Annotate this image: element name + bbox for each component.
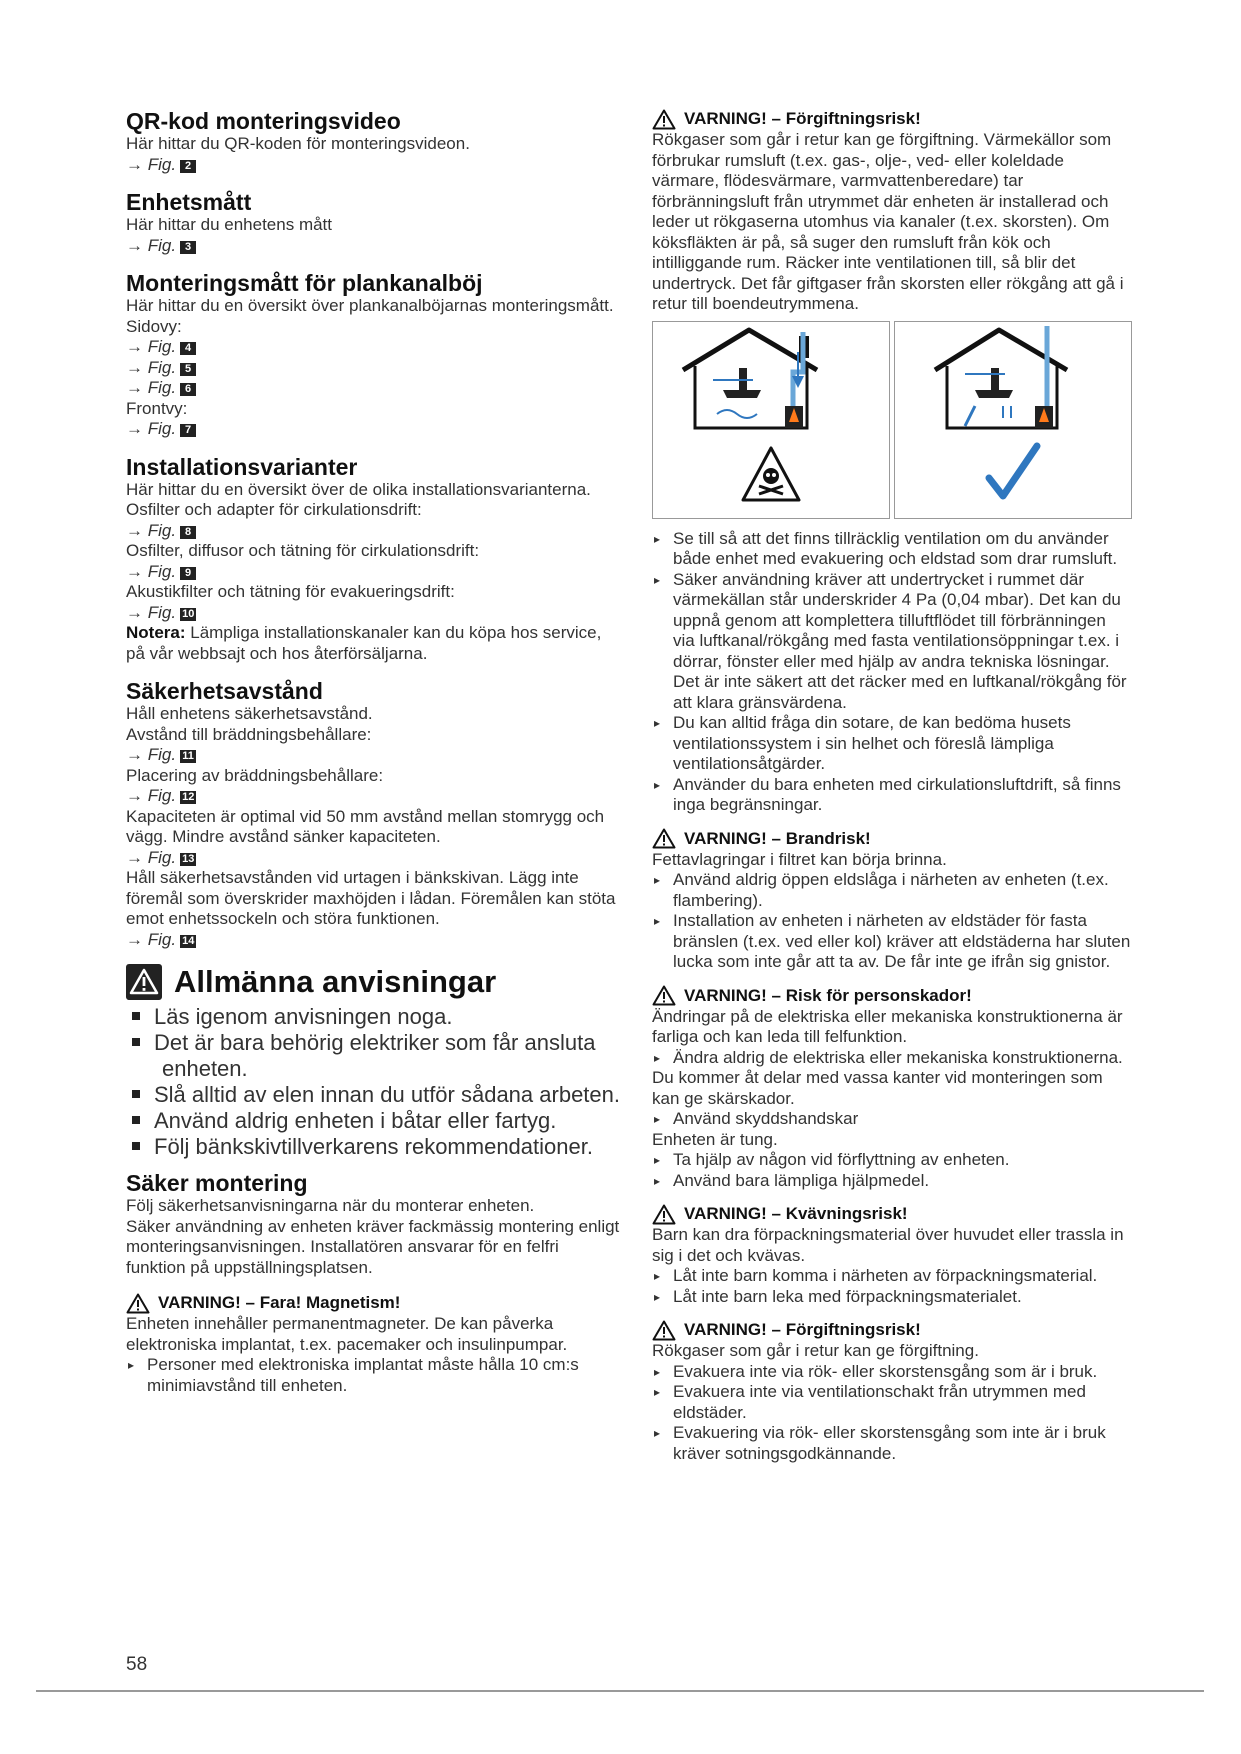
side-view-label: Sidovy:	[126, 316, 182, 336]
list-item: ▸ Säker användning kräver att undertrycket i rummet där värmekällan står underskrider 4 Pa (0,04 mbar). Det kan du uppnå genom att komplettera tilluftflödet till förbränningen via luftkanal/rökgång med fasta ventilationsöppningar t.ex. i dörrar, fönster eller med hjälp av andra tekniska lösningar. Det är inte säkert att det räcker med en luftkanal/rökgång för att klara gränsvärdena.	[652, 570, 1132, 714]
warning-poisoning-2	[652, 1319, 1132, 1464]
warning-triangle-icon	[652, 1204, 676, 1225]
fig-ref-5: → Fig. 5	[126, 358, 620, 379]
section-dimensions	[126, 189, 620, 256]
ventilation-figures	[652, 321, 1132, 519]
section-safe-mounting	[126, 1170, 620, 1278]
list-item: ▸ Använd aldrig öppen eldslåga i närheten av enheten (t.ex. flambering).	[652, 870, 1132, 911]
qr-text: Här hittar du QR-koden för monteringsvideon.	[126, 134, 470, 153]
warning-poisoning-title: VARNING! – Förgiftningsrisk!	[684, 109, 921, 128]
warning-fire	[652, 828, 1132, 973]
list-item: ▸ Använd skyddshandskar	[652, 1109, 1132, 1130]
list-item: Slå alltid av elen innan du utför sådana arbeten.	[126, 1082, 620, 1108]
page-number: 58	[126, 1654, 148, 1675]
list-item: ▸ Låt inte barn leka med förpackningsmaterialet.	[652, 1287, 1132, 1308]
footer-rule	[36, 1690, 1204, 1692]
list-item: ▸ Använd bara lämpliga hjälpmedel.	[652, 1171, 1132, 1192]
fig-ref-2: → Fig. 2	[126, 155, 620, 176]
list-item: Läs igenom anvisningen noga.	[126, 1004, 620, 1030]
section-installation-variants	[126, 454, 620, 665]
fig-ref-3: → Fig. 3	[126, 236, 620, 257]
mounting-text-1: Följ säkerhetsanvisningarna när du monterar enheten.	[126, 1196, 535, 1215]
fig-ref-14: → Fig. 14	[126, 929, 195, 949]
warning-injury	[652, 985, 1132, 1192]
warning-box-icon	[126, 964, 162, 1000]
variants-text: Här hittar du en översikt över de olika installationsvarianterna.	[126, 479, 591, 499]
mounting-text-2: Säker användning av enheten kräver fackmässig montering enligt monteringsanvisningen. Installatören ansvarar för en felfri funktion på uppställningsplatsen.	[126, 1216, 620, 1277]
warning-triangle-icon	[652, 1320, 676, 1341]
general-list	[126, 1004, 620, 1160]
list-item: Använd aldrig enheten i båtar eller fartyg.	[126, 1108, 620, 1134]
section-safety-distance	[126, 678, 620, 950]
heading-general: Allmänna anvisningar	[174, 964, 497, 999]
fig-ref-7: → Fig. 7	[126, 419, 620, 440]
poison-bullets	[652, 529, 1132, 816]
safety-text-2: Avstånd till bräddningsbehållare:	[126, 724, 372, 744]
house-exhaust-danger-illustration	[653, 322, 889, 518]
left-column	[126, 108, 620, 1396]
figure-ok-ventilation	[894, 321, 1132, 519]
fig-ref-12: → Fig. 12	[126, 786, 195, 805]
warning-triangle-icon	[652, 109, 676, 130]
house-ventilated-ok-illustration	[895, 322, 1131, 518]
heading-variants: Installationsvarianter	[126, 453, 358, 480]
safety-text-3: Placering av bräddningsbehållare:	[126, 765, 384, 785]
heading-channel: Monteringsmått för plankanalböj	[126, 270, 483, 296]
suffocation-text: Barn kan dra förpackningsmaterial över huvudet eller trassla in sig i det och kvävas.	[652, 1225, 1124, 1265]
list-item: ▸ Se till så att det finns tillräcklig ventilation om du använder både enhet med evakuering och eldstad som drar rumsluft.	[652, 529, 1132, 570]
heading-safety-distance: Säkerhetsavstånd	[126, 678, 323, 704]
warning-poisoning-1	[652, 108, 1132, 315]
variant-1: Osfilter och adapter för cirkulationsdrift:	[126, 500, 422, 519]
list-item: ▸ Evakuering via rök- eller skorstensgång som inte är i bruk kräver sotningsgodkännande.	[652, 1423, 1132, 1464]
list-item: ▸ Låt inte barn komma i närheten av förpackningsmaterial.	[652, 1266, 1132, 1287]
dims-text: Här hittar du enhetens mått	[126, 215, 333, 234]
section-qr-video	[126, 108, 620, 175]
right-column	[652, 108, 1132, 1464]
poison2-text: Rökgaser som går i retur kan ge förgiftning.	[652, 1341, 979, 1360]
list-item: ▸ Personer med elektroniska implantat måste hålla 10 cm:s minimiavstånd till enheten.	[126, 1355, 620, 1396]
list-item: Följ bänkskivtillverkarens rekommendationer.	[126, 1134, 620, 1160]
variants-note: Notera: Lämpliga installationskanaler kan du köpa hos service, på vår webbsajt och hos återförsäljarna.	[126, 623, 602, 663]
list-item: ▸ Ändra aldrig de elektriska eller mekaniska konstruktionerna.	[652, 1048, 1132, 1069]
fig-ref-11: → Fig. 11	[126, 745, 620, 766]
injury-text-2: Du kommer åt delar med vassa kanter vid monteringen som kan ge skärskador.	[652, 1068, 1103, 1108]
list-item: ▸ Ta hjälp av någon vid förflyttning av enheten.	[652, 1150, 1132, 1171]
heading-qr: QR-kod monteringsvideo	[126, 108, 401, 134]
fig-ref-8: → Fig. 8	[126, 521, 620, 542]
list-item: Det är bara behörig elektriker som får ansluta enheten.	[126, 1030, 620, 1082]
warning-triangle-icon	[126, 1293, 150, 1314]
list-item: ▸ Använder du bara enheten med cirkulationsluftdrift, så finns inga begränsningar.	[652, 775, 1132, 816]
list-item: ▸ Du kan alltid fråga din sotare, de kan bedöma husets ventilationssystem i sin helhet och föreslå lämpliga ventilationsåtgärder.	[652, 713, 1132, 775]
fig-ref-9: → Fig. 9	[126, 562, 620, 583]
list-item: ▸ Installation av enheten i närheten av eldstäder för fasta bränslen (t.ex. ved eller kol) kräver att eldstäderna har sluten lucka som inte går att ta av. De får inte ge ifrån sig gnistor.	[652, 911, 1132, 973]
warning-triangle-icon	[652, 828, 676, 849]
variant-3: Akustikfilter och tätning för evakueringsdrift:	[126, 582, 455, 601]
heading-safe-mounting: Säker montering	[126, 1170, 308, 1196]
warning-suffocation-title: VARNING! – Kvävningsrisk!	[684, 1204, 908, 1223]
fire-text: Fettavlagringar i filtret kan börja brinna.	[652, 849, 947, 869]
heading-dimensions: Enhetsmått	[126, 189, 252, 215]
figure-negative-pressure	[652, 321, 890, 519]
general-instructions-header	[126, 964, 620, 1000]
warning-fire-title: VARNING! – Brandrisk!	[684, 828, 871, 848]
warning-magnetism-title: VARNING! – Fara! Magnetism!	[158, 1293, 401, 1312]
fig-ref-13: → Fig. 13	[126, 847, 195, 867]
magnet-text: Enheten innehåller permanentmagneter. De kan påverka elektroniska implantat, t.ex. pacemaker och insulinpumpar.	[126, 1314, 568, 1354]
channel-text: Här hittar du en översikt över plankanalböjarnas monteringsmått.	[126, 296, 614, 315]
injury-text-1: Ändringar på de elektriska eller mekaniska konstruktionerna är farliga och kan leda till felfunktion.	[652, 1006, 1123, 1046]
warning-triangle-icon	[652, 985, 676, 1006]
fig-ref-10: → Fig. 10	[126, 602, 195, 622]
warning-suffocation	[652, 1203, 1132, 1307]
fig-ref-6: → Fig. 6	[126, 378, 620, 399]
safety-text-4: Kapaciteten är optimal vid 50 mm avstånd mellan stomrygg och vägg. Mindre avstånd sänker kapaciteten.	[126, 806, 605, 846]
warning-magnetism	[126, 1292, 620, 1396]
variant-2: Osfilter, diffusor och tätning för cirkulationsdrift:	[126, 541, 480, 560]
poison-text: Rökgaser som går i retur kan ge förgiftning. Värmekällor som förbrukar rumsluft (t.ex. gas-, olje-, ved- eller koleldade värmare, flödesvärmare, varmvattenberedare) tar förbränningsluft från utrymmet där enheten är installerad och leder ut rökgaserna utomhus via kanaler (t.ex. skorsten). Om köksfläkten är på, så suger den rumsluft från kök och intilliggande rum. Räcker inte ventilationen till, så blir det undertryck. Det får giftgaser från skorsten eller rökgång att gå i retur till boendeutrymmena.	[652, 130, 1124, 313]
fig-ref-4: → Fig. 4	[126, 337, 620, 358]
list-item: ▸ Evakuera inte via rök- eller skorstensgång som är i bruk.	[652, 1362, 1132, 1383]
warning-injury-title: VARNING! – Risk för personskador!	[684, 985, 972, 1005]
safety-text-1: Håll enhetens säkerhetsavstånd.	[126, 704, 373, 723]
front-view-label: Frontvy:	[126, 398, 188, 418]
section-channel-dimensions	[126, 270, 620, 440]
warning-poisoning-2-title: VARNING! – Förgiftningsrisk!	[684, 1320, 921, 1339]
injury-text-3: Enheten är tung.	[652, 1129, 778, 1149]
list-item: ▸ Evakuera inte via ventilationschakt från utrymmen med eldstäder.	[652, 1382, 1132, 1423]
safety-text-5: Håll säkerhetsavstånden vid urtagen i bänkskivan. Lägg inte föremål som överskrider maxhöjden i lådan. Föremålen kan stöta emot enhetssockeln och störa funktionen.	[126, 868, 616, 928]
